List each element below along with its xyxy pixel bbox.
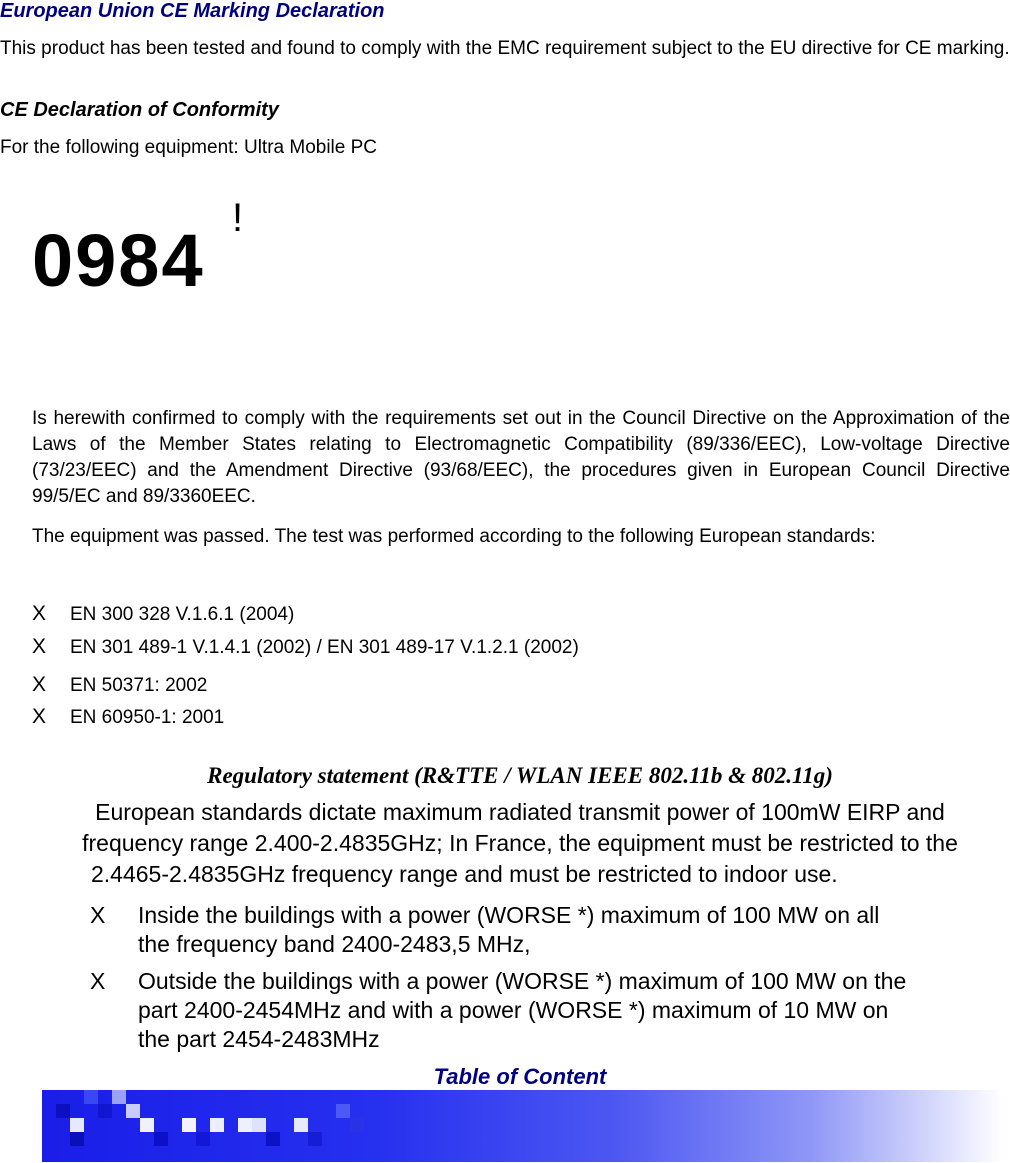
notified-body-number: 0984: [32, 219, 205, 302]
bullet-mark: X: [90, 968, 106, 994]
alert-mark: !: [232, 196, 244, 240]
banner-pixel: [252, 1118, 266, 1132]
standard-text: EN 301 489-1 V.1.4.1 (2002) / EN 301 489-17 V.1.2.1 (2002): [70, 637, 579, 658]
standard-item: [32, 602, 294, 626]
table-of-content-link[interactable]: Table of Content: [433, 1064, 607, 1089]
bullet-item-inside: [90, 900, 990, 962]
banner-pixel: [350, 1118, 364, 1132]
banner-pixel: [84, 1090, 98, 1104]
equipment-line: For the following equipment: Ultra Mobile PC: [0, 137, 378, 158]
regulatory-line-1: European standards dictate maximum radiated transmit power of 100mW EIRP and: [95, 799, 945, 825]
standard-item: [32, 635, 579, 659]
banner-pixel: [308, 1132, 322, 1146]
banner-pixel: [336, 1104, 350, 1118]
banner-pixel: [266, 1132, 280, 1146]
banner-pixel: [98, 1104, 112, 1118]
checkbox-mark: X: [32, 705, 47, 728]
standard-item: [32, 673, 207, 697]
compliance-paragraph: Is herewith confirmed to comply with the requirements set out in the Council Directive on the Approximation of the Laws of the Member States relating to Electromagnetic Compatibility (89/336/EEC), Low-voltage Directive (73/23/EEC) and the Amendment Directive (93/68/EEC), the procedures given in European Council Directive 99/5/EC and 89/3360EEC.: [32, 408, 1010, 507]
bullet-mark: X: [90, 902, 106, 928]
banner-pixel: [210, 1118, 224, 1132]
banner-pixel: [238, 1118, 252, 1132]
banner-pixel: [140, 1118, 154, 1132]
footer-banner: [42, 1090, 1002, 1162]
banner-pixel: [294, 1118, 308, 1132]
regulatory-heading: Regulatory statement (R&TTE / WLAN IEEE 802.11b & 802.11g): [207, 763, 833, 788]
bullet-line: the frequency band 2400-2483,5 MHz,: [138, 931, 531, 957]
banner-pixel: [56, 1104, 70, 1118]
bullet-line: Inside the buildings with a power (WORSE *) maximum of 100 MW on all: [138, 902, 880, 928]
standard-text: EN 300 328 V.1.6.1 (2004): [70, 604, 295, 625]
bullet-line: part 2400-2454MHz and with a power (WORSE *) maximum of 10 MW on: [138, 997, 889, 1023]
banner-pixel: [70, 1132, 84, 1146]
standard-item: [32, 705, 224, 729]
banner-pixel: [196, 1132, 210, 1146]
bullet-line: Outside the buildings with a power (WORSE *) maximum of 100 MW on the: [138, 968, 907, 994]
standard-text: EN 50371: 2002: [70, 675, 208, 696]
intro-paragraph: This product has been tested and found to comply with the EMC requirement subject to the EU directive for CE marking.: [0, 38, 1010, 59]
checkbox-mark: X: [32, 602, 47, 625]
regulatory-line-3: 2.4465-2.4835GHz frequency range and must be restricted to indoor use.: [91, 861, 838, 887]
bullet-item-outside: [90, 966, 990, 1056]
banner-pixel: [182, 1118, 196, 1132]
ce-marking-heading: European Union CE Marking Declaration: [0, 0, 385, 22]
banner-pixel: [126, 1104, 140, 1118]
test-paragraph: The equipment was passed. The test was performed according to the following European standards:: [32, 526, 876, 547]
bullet-line: the part 2454-2483MHz: [138, 1026, 380, 1052]
banner-pixel: [154, 1132, 168, 1146]
checkbox-mark: X: [32, 635, 47, 658]
standard-text: EN 60950-1: 2001: [70, 707, 225, 728]
banner-pixel: [112, 1090, 126, 1104]
checkbox-mark: X: [32, 673, 47, 696]
declaration-heading: CE Declaration of Conformity: [0, 99, 279, 121]
regulatory-line-2: frequency range 2.400-2.4835GHz; In France, the equipment must be restricted to the: [82, 830, 958, 856]
banner-pixel: [70, 1118, 84, 1132]
